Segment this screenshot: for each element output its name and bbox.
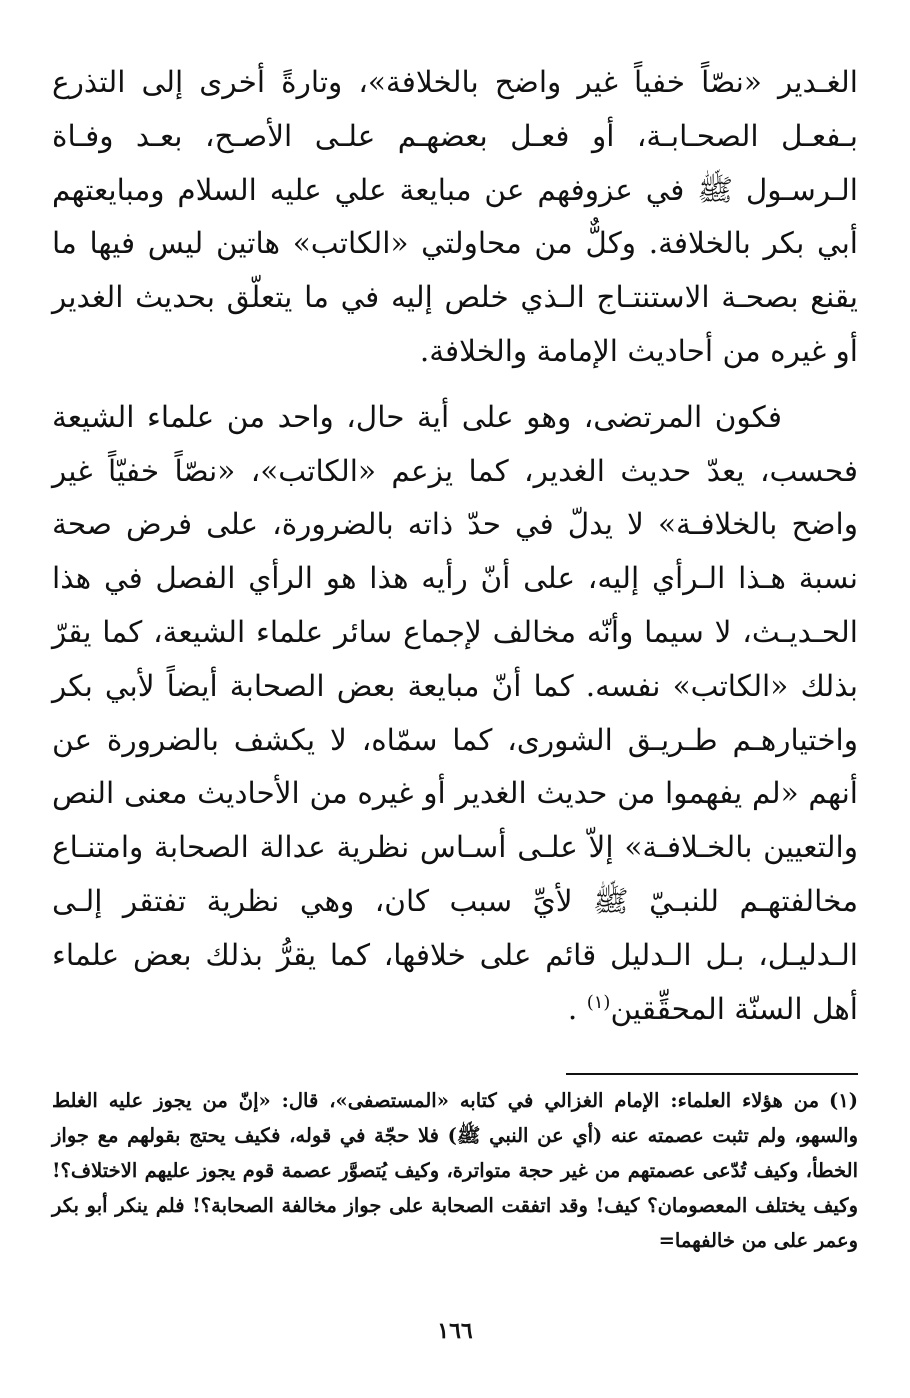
paragraph-1: الغـدير «نصّاً خفياً غير واضح بالخلافة»، وتارةً أخرى إلى التذرع بـفعـل الصحـابـة، أو فعـل بعضهـم علـى الأصـح، بعـد وفـاة الـرسـول ﷺ في عزوفهم عن مبايعة علي عليه السلام ومبايعتهم أبي بكر بالخلافة. وكلٌّ من محاولتي «الكاتب» هاتين ليس فيها ما يقنع بصحـة الاستنتـاج الـذي خلص إليه في ما يتعلّق بحديث الغدير أو غيره من أحاديث الإمامة والخلافة. xyxy=(52,65,858,368)
footnote-1 xyxy=(52,1083,858,1258)
footnote-text: من هؤلاء العلماء: الإمام الغزالي في كتابه «المستصفى»، قال: «إنّ من يجوز عليه الغلط والسهو، ولم تثبت عصمته عنه (أي عن النبي ﷺ) فلا حجّة في قوله، فكيف يحتج بقولهم مع جواز الخطأ، وكيف تُدّعى عصمتهم من غير حجة متواترة، وكيف يُتصوَّر عصمة قوم يجوز عليهم الاختلاف؟! وكيف يختلف المعصومان؟ كيف! وقد اتفقت الصحابة على جواز مخالفة الصحابة؟! فلم ينكر أبو بكر وعمر على من خالفهما= xyxy=(52,1089,858,1252)
footnote-marker: (١) xyxy=(829,1089,858,1112)
footnote-divider xyxy=(566,1073,858,1075)
footnote-reference: (١) xyxy=(586,991,611,1013)
paragraph-2-text: فكون المرتضى، وهو على أية حال، واحد من علماء الشيعة فحسب، يعدّ حديث الغدير، كما يزعم «الكاتب»، «نصّاً خفيّاً غير واضح بالخلافـة» لا يدلّ في حدّ ذاته بالضرورة، على فرض صحة نسبة هـذا الـرأي إليه، على أنّ رأيه هذا هو الرأي الفصل في هذا الحـديـث، لا سيما وأنّه مخالف لإجماع سائر علماء الشيعة، كما يقرّ بذلك «الكاتب» نفسه. كما أنّ مبايعة بعض الصحابة أيضاً لأبي بكر واختيارهـم طـريـق الشورى، كما سمّاه، لا يكشف بالضرورة عن أنهم «لم يفهموا من حديث الغدير أو غيره من الأحاديث معنى النص والتعيين بالخـلافـة» إلاّ علـى أسـاس نظرية عدالة الصحابة وامتنـاع مخالفتهـم للنبـيّ ﷺ لأيِّ سبب كان، وهي نظرية تفتقر إلـى الـدليـل، بـل الـدليل قائم على خلافها، كما يقرُّ بذلك بعض علماء أهل السنّة المحقِّقين xyxy=(52,399,858,1026)
paragraph-2-end: . xyxy=(567,991,578,1026)
page-number: ١٦٦ xyxy=(437,1318,473,1344)
main-text xyxy=(52,56,858,1036)
footnotes xyxy=(52,1083,858,1258)
paragraph-2 xyxy=(52,391,858,1037)
